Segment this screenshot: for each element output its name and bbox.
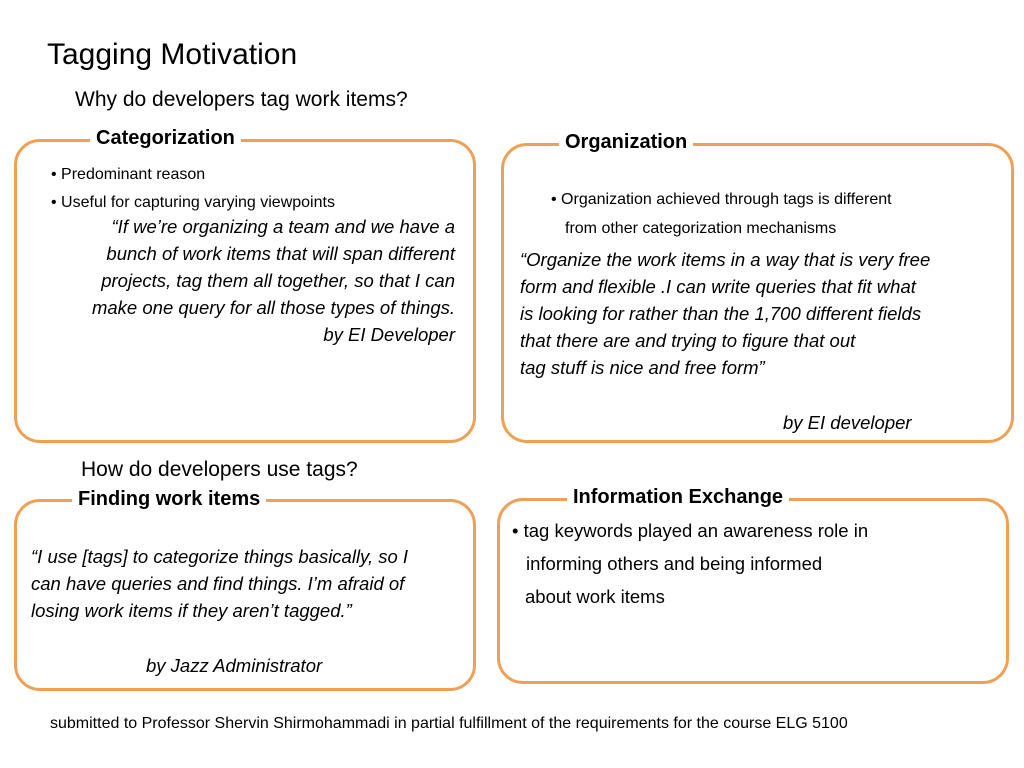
finding-quote-line: can have queries and find things. I’m afraid of [31, 573, 405, 594]
categorization-quote-line: projects, tag them all together, so that I can [101, 270, 455, 291]
organization-attribution: by EI developer [783, 412, 912, 433]
finding-attribution: by Jazz Administrator [146, 655, 323, 676]
categorization-quote-line: make one query for all those types of things. [91, 297, 455, 318]
organization-heading: Organization [559, 131, 693, 154]
categorization-quote-line: bunch of work items that will span different [106, 243, 455, 264]
organization-quote-line: is looking for rather than the 1,700 different fields [520, 303, 922, 324]
information-exchange-heading: Information Exchange [567, 486, 789, 509]
organization-quote-line: that there are and trying to figure that out [520, 330, 856, 351]
categorization-attribution: by EI Developer [323, 324, 455, 345]
finding-quote-line: losing work items if they aren’t tagged.” [31, 600, 352, 621]
finding-quote-line: “I use [tags] to categorize things basically, so I [31, 546, 409, 567]
slide-title: Tagging Motivation [47, 38, 298, 71]
question-why-tag: Why do developers tag work items? [75, 88, 408, 111]
information-exchange-line: informing others and being informed [526, 553, 823, 574]
organization-bullet-line: • Organization achieved through tags is different [551, 191, 892, 208]
finding-heading: Finding work items [72, 488, 266, 511]
information-exchange-line: about work items [525, 586, 665, 607]
organization-bullet-line: from other categorization mechanisms [565, 220, 837, 237]
categorization-bullet-2: • Useful for capturing varying viewpoints [51, 194, 335, 211]
question-how-use: How do developers use tags? [81, 458, 358, 481]
information-exchange-line: • tag keywords played an awareness role in [512, 520, 869, 541]
categorization-bullet-1: • Predominant reason [51, 166, 206, 183]
categorization-quote-line: “If we’re organizing a team and we have a [111, 216, 455, 237]
organization-quote-line: “Organize the work items in a way that is very free [520, 249, 931, 270]
footer-note: submitted to Professor Shervin Shirmohammadi in partial fulfillment of the requirements for the course ELG 5100 [50, 715, 848, 732]
categorization-heading: Categorization [90, 127, 241, 150]
organization-quote-line: tag stuff is nice and free form” [520, 357, 765, 378]
organization-quote-line: form and flexible .I can write queries that fit what [520, 276, 916, 297]
